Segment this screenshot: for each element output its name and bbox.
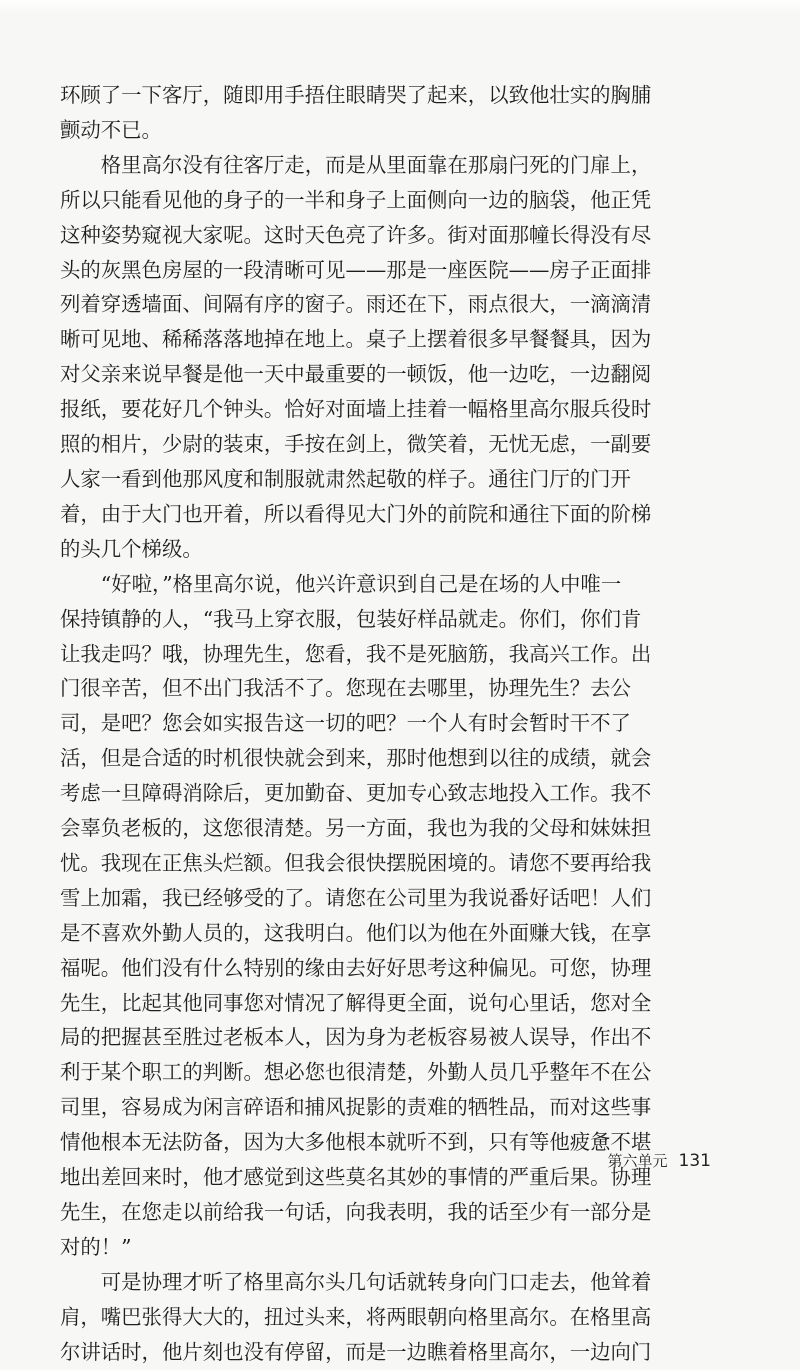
- text-line: 是不喜欢外勤人员的，这我明白。他们以为他在外面赚大钱，在享: [60, 920, 652, 945]
- text-line: “好啦，”格里高尔说，他兴许意识到自己是在场的人中唯一: [100, 571, 622, 596]
- text-line: 对父亲来说早餐是他一天中最重要的一顿饭，他一边吃，一边翻阅: [60, 362, 652, 387]
- text-line: 情他根本无法防备，因为大多他根本就听不到，只有等他疲惫不堪: [60, 1130, 652, 1155]
- text-line: 对的！”: [60, 1234, 132, 1259]
- text-line: 先生，比起其他同事您对情况了解得更全面，说句心里话，您对全: [60, 990, 652, 1015]
- paragraph: [60, 148, 754, 567]
- text-line: 照的相片，少尉的装束，手按在剑上，微笑着，无忧无虑，一副要: [60, 432, 652, 457]
- text-line: 这种姿势窥视大家呢。这时天色亮了许多。街对面那幢长得没有尽: [60, 222, 652, 247]
- unit-label: 第六单元: [607, 1152, 668, 1170]
- text-line: 先生，在您走以前给我一句话，向我表明，我的话至少有一部分是: [60, 1200, 652, 1224]
- text-line: 司，是吧？您会如实报告这一切的吧？一个人有时会暂时干不了: [60, 711, 631, 736]
- paragraph: [60, 1265, 754, 1370]
- page-number: 131: [678, 1151, 711, 1171]
- text-line: 让我走吗？哦，协理先生，您看，我不是死脑筋，我高兴工作。出: [60, 641, 652, 666]
- text-line: 考虑一旦障碍消除后，更加勤奋、更加专心致志地投入工作。我不: [60, 781, 652, 806]
- text-line: 可是协理才听了格里高尔头几句话就转身向门口走去，他耸着: [100, 1269, 652, 1294]
- text-line: 地出差回来时，他才感觉到这些莫名其妙的事情的严重后果。协理: [60, 1165, 652, 1190]
- body-text: [60, 78, 754, 1370]
- page-footer: [607, 1150, 711, 1171]
- text-line: 人家一看到他那风度和制服就肃然起敬的样子。通往门厅的门开: [60, 466, 631, 491]
- text-line: 保持镇静的人，“我马上穿衣服，包装好样品就走。你们，你们肯: [60, 606, 642, 631]
- text-line: 活，但是合适的时机很快就会到来，那时他想到以往的成绩，就会: [60, 746, 652, 771]
- text-line: 肩，嘴巴张得大大的，扭过头来，将两眼朝向格里高尔。在格里高: [60, 1304, 652, 1329]
- paragraph: [60, 78, 754, 148]
- text-line: 格里高尔没有往客厅走，而是从里面靠在那扇闩死的门扉上，: [100, 152, 652, 177]
- text-line: 忧。我现在正焦头烂额。但我会很快摆脱困境的。请您不要再给我: [60, 850, 652, 875]
- text-line: 着，由于大门也开着，所以看得见大门外的前院和通往下面的阶梯: [60, 501, 652, 526]
- text-line: 福呢。他们没有什么特别的缘由去好好思考这种偏见。可您，协理: [60, 955, 652, 980]
- text-line: 局的把握甚至胜过老板本人，因为身为老板容易被人误导，作出不: [60, 1025, 652, 1050]
- text-line: 司里，容易成为闲言碎语和捕风捉影的责难的牺牲品，而对这些事: [60, 1095, 652, 1120]
- text-line: 利于某个职工的判断。想必您也很清楚，外勤人员几乎整年不在公: [60, 1060, 652, 1085]
- text-line: 列着穿透墙面、间隔有序的窗子。雨还在下，雨点很大，一滴滴清: [60, 292, 652, 317]
- page-top-edge: [0, 0, 800, 14]
- text-line: 晰可见地、稀稀落落地掉在地上。桌子上摆着很多早餐餐具，因为: [60, 327, 652, 352]
- text-line: 尔讲话时，他片刻也没有停留，而是一边瞧着格里高尔，一边向门: [60, 1339, 652, 1364]
- text-line: 报纸，要花好几个钟头。恰好对面墙上挂着一幅格里高尔服兵役时: [60, 397, 652, 422]
- text-line: 会辜负老板的，这您很清楚。另一方面，我也为我的父母和妹妹担: [60, 816, 652, 841]
- text-line: 颤动不已。: [60, 117, 162, 142]
- text-line: 头的灰黑色房屋的一段清晰可见——那是一座医院——房子正面排: [60, 257, 652, 282]
- text-line: 雪上加霜，我已经够受的了。请您在公司里为我说番好话吧！人们: [60, 885, 652, 910]
- text-line: 环顾了一下客厅，随即用手捂住眼睛哭了起来，以致他壮实的胸脯: [60, 83, 652, 107]
- text-line: 所以只能看见他的身子的一半和身子上面侧向一边的脑袋，他正凭: [60, 187, 652, 212]
- text-line: 门很辛苦，但不出门我活不了。您现在去哪里，协理先生？去公: [60, 676, 631, 701]
- text-line: 的头几个梯级。: [60, 536, 203, 561]
